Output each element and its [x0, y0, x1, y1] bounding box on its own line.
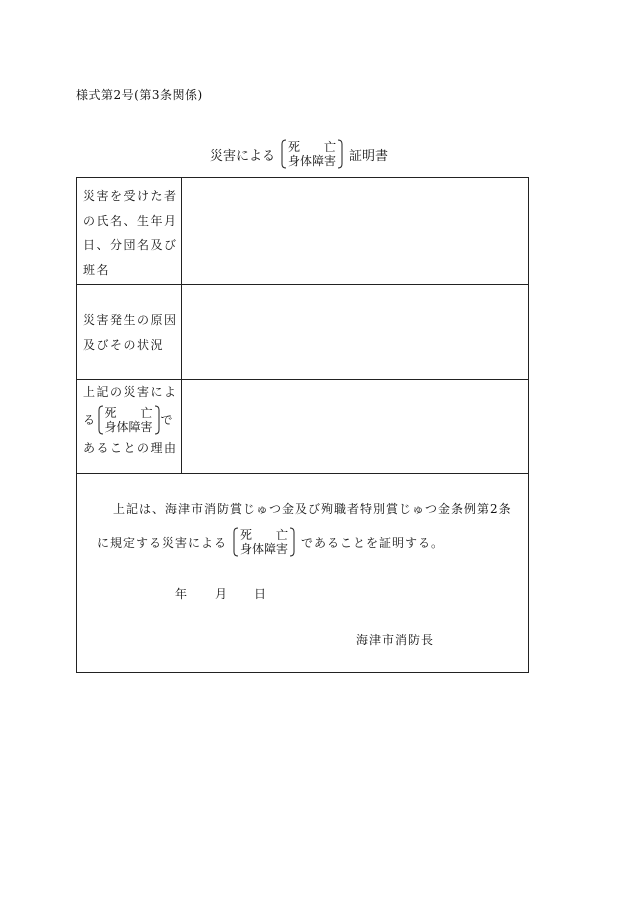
certification-line-2: に規定する災害による 死 亡 身体障害 であることを証明する。: [97, 528, 445, 556]
choice-option-disability: 身体障害: [288, 154, 337, 168]
issuer-name: 海津市消防長: [356, 633, 435, 647]
form-number: 様式第2号(第3条関係): [76, 88, 203, 102]
certification-choice-bracket: 死 亡 身体障害: [233, 527, 295, 557]
label-reason: 上記の災害によ る 死 亡 身体障害 で あることの理由: [83, 385, 178, 455]
date-year-label: 年: [175, 587, 189, 601]
reason-choice-bracket: 死 亡 身体障害: [98, 405, 160, 435]
certificate-table: [76, 177, 529, 673]
document-title: [210, 136, 388, 172]
title-prefix: 災害による: [210, 148, 276, 164]
row-divider: [77, 473, 528, 474]
title-suffix: 証明書: [349, 148, 389, 164]
date-month-label: 月: [215, 587, 229, 601]
label-cause-situation: 災害発生の原因 及びその状況: [83, 313, 178, 352]
date-day-label: 日: [254, 587, 268, 601]
choice-option-death-2: 亡: [324, 140, 337, 154]
title-choice-bracket: [281, 139, 343, 169]
choice-option-death-1: 死: [288, 140, 301, 154]
reason-field[interactable]: [182, 380, 528, 473]
certification-line-1: 上記は、海津市消防賞じゅつ金及び殉職者特別賞じゅつ金条例第2条: [113, 502, 512, 516]
cause-situation-field[interactable]: [182, 285, 528, 379]
right-bracket-icon: [154, 405, 160, 435]
victim-info-field[interactable]: [182, 178, 528, 284]
label-victim-info: 災害を受けた者 の氏名、生年月 日、分団名及び 班名: [83, 189, 178, 277]
right-bracket-icon: [289, 527, 295, 557]
right-bracket-icon: [337, 139, 343, 169]
